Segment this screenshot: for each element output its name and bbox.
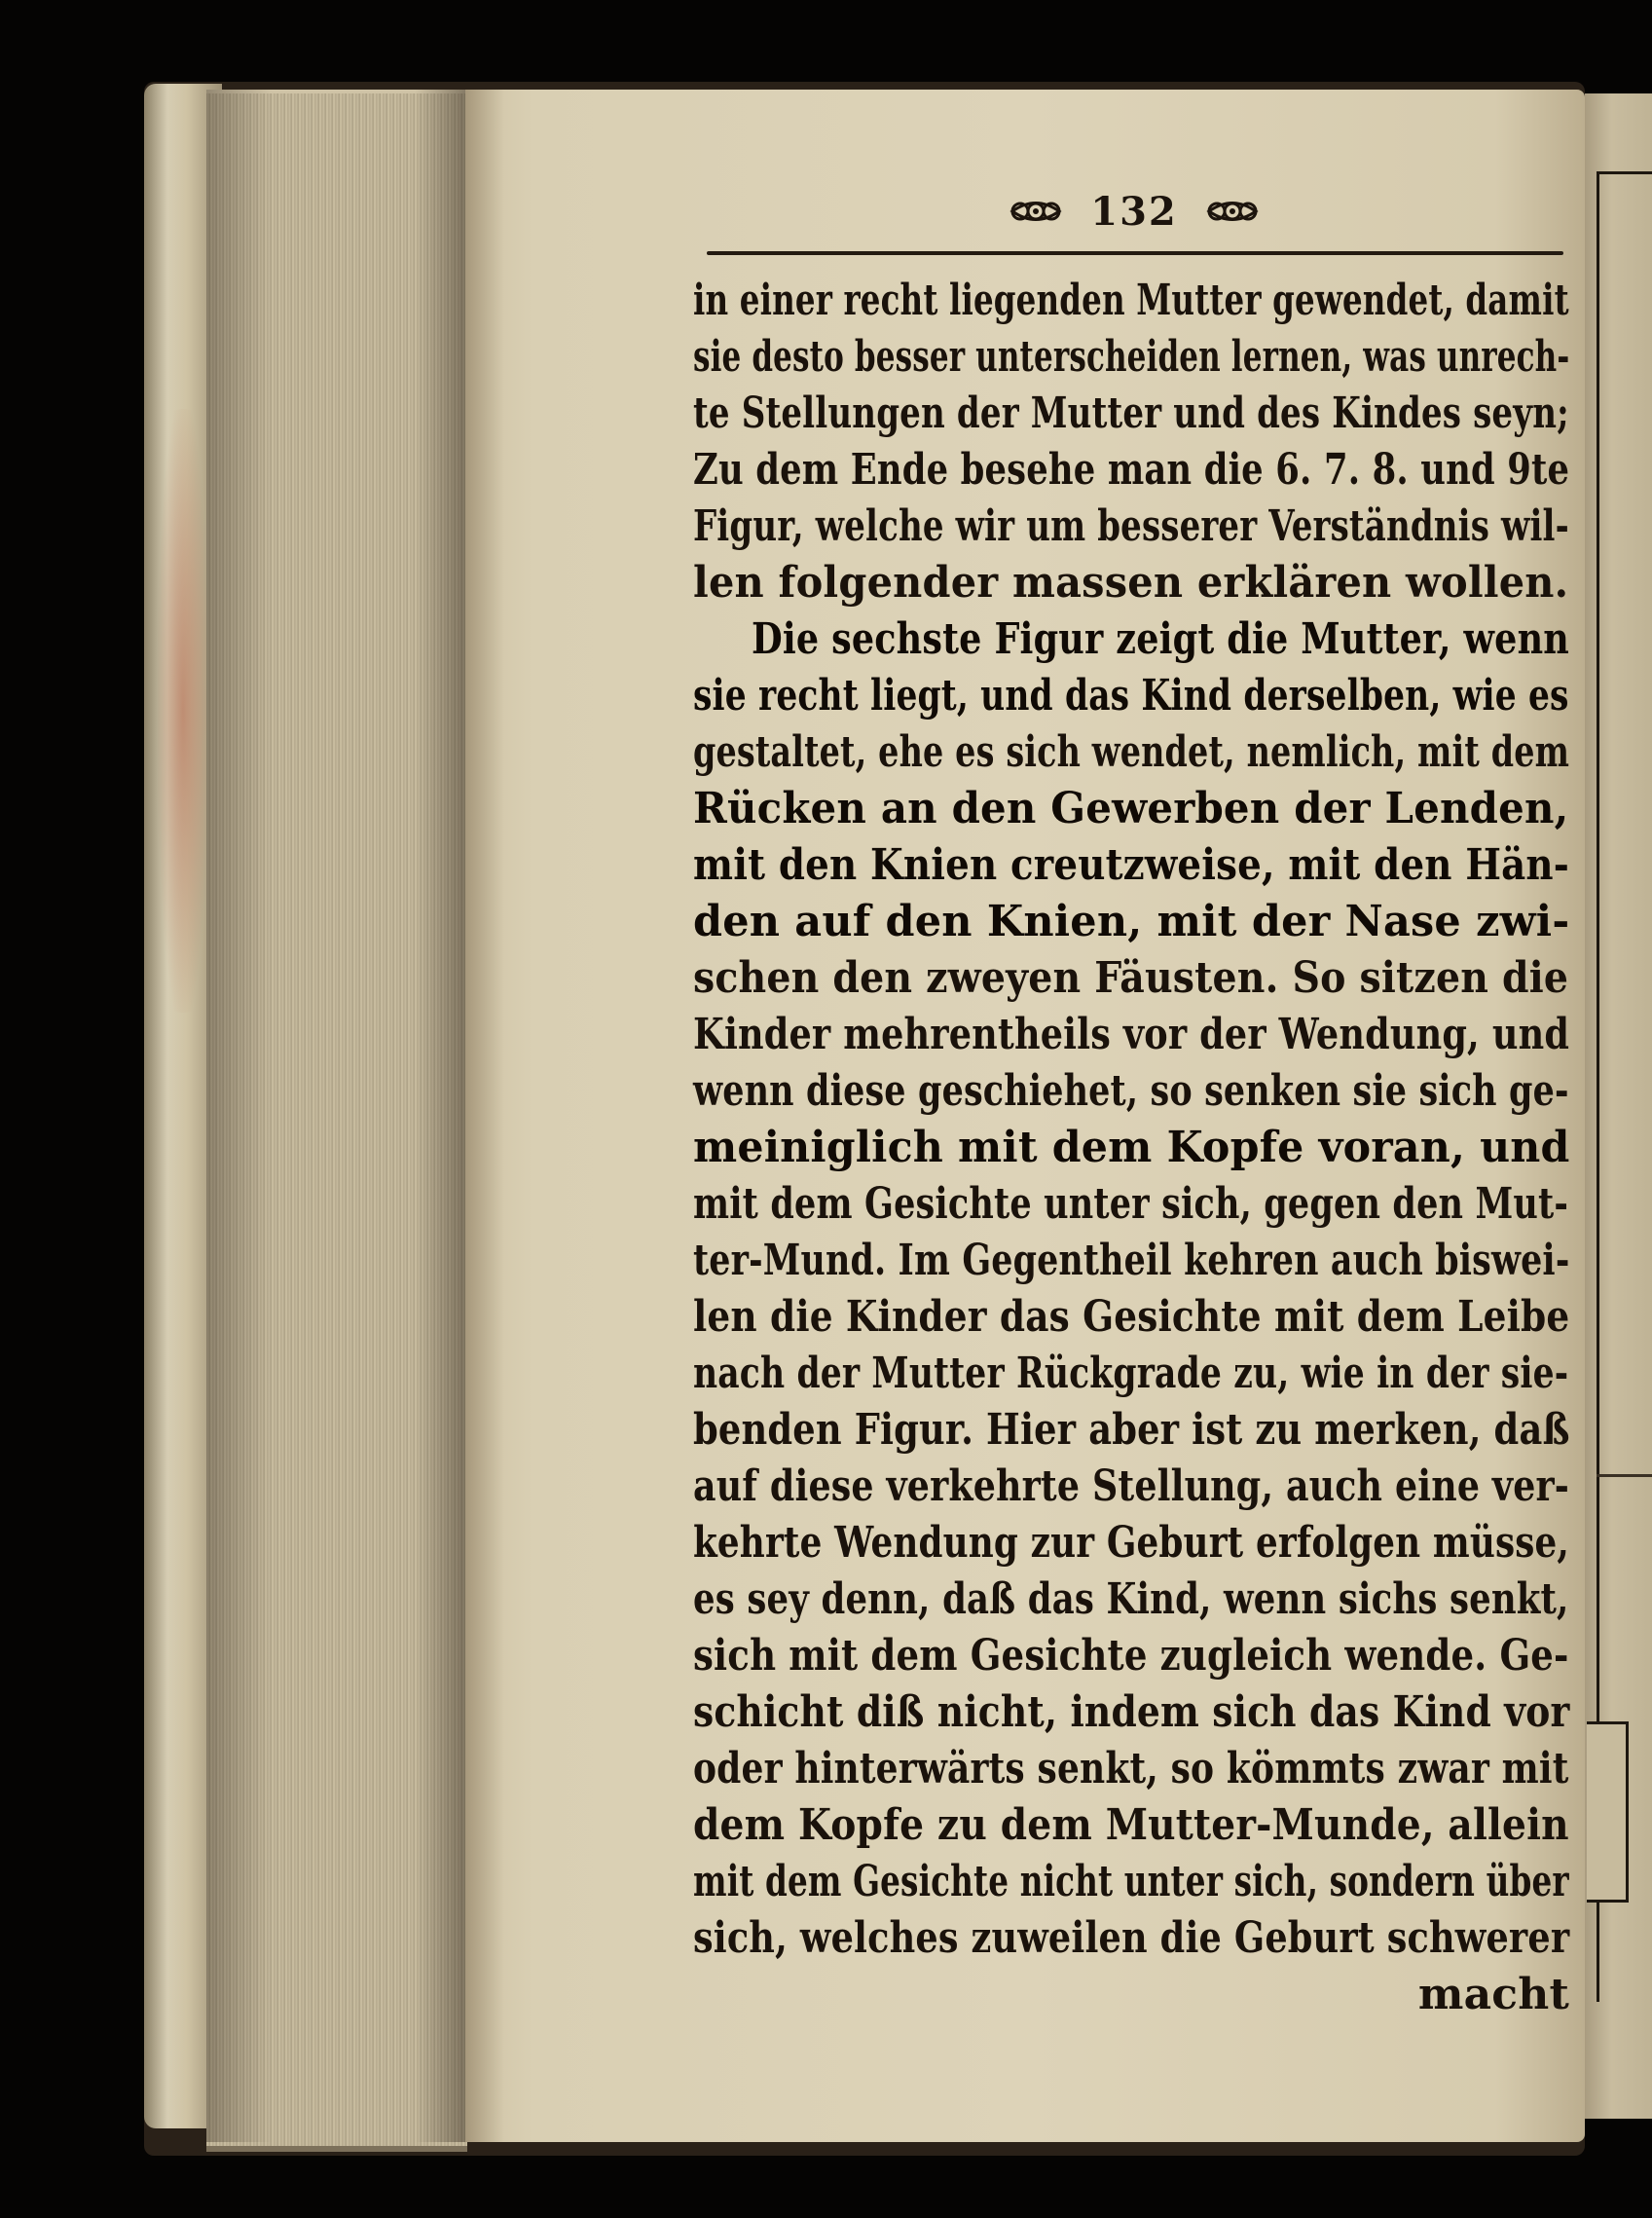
facing-page-rule [1597,171,1652,174]
text-line: Die sechste Figur zeigt die Mutter, wenn [752,614,1570,664]
catchword: macht [1417,1970,1569,2019]
text-line: sie recht liegt, und das Kind derselben, wie es [693,671,1569,721]
page-header [983,185,1285,238]
header-rule [707,251,1563,255]
text-line: kehrte Wendung zur Geburt erfolgen müsse, [693,1518,1570,1568]
text-line: ter-Mund. Im Gegentheil kehren auch biswei- [693,1236,1570,1285]
text-line: schen den zweyen Fäusten. So sitzen die [693,953,1569,1003]
text-line: gestaltet, ehe es sich wendet, nemlich, mit dem [693,727,1570,777]
text-line: len folgender massen erklären wollen. [693,558,1569,608]
text-line: meiniglich mit dem Kopfe voran, und [693,1123,1570,1172]
text-line: benden Figur. Hier aber ist zu merken, daß [693,1405,1570,1455]
text-line: Rücken an den Gewerben der Lenden, [693,784,1569,833]
text-line: dem Kopfe zu dem Mutter-Munde, allein [693,1800,1569,1850]
page-number: 132 [1090,188,1178,235]
text-line: oder hinterwärts senkt, so kömmts zwar mit [693,1744,1569,1793]
text-line: mit den Knien creutzweise, mit den Hän- [693,840,1570,890]
facing-page-box [1587,1721,1629,1903]
text-line: sie desto besser unterscheiden lernen, was unrech- [693,332,1570,382]
cover-stain [158,409,208,1013]
text-line: sich mit dem Gesichte zugleich wende. Ge- [693,1631,1569,1681]
facing-page-rule [1597,1474,1652,1477]
ornament-icon [1205,195,1260,228]
text-line: auf diese verkehrte Stellung, auch eine ver- [693,1461,1570,1511]
page-gutter [465,90,504,2142]
text-line: in einer recht liegenden Mutter gewendet, damit [693,276,1569,325]
text-line: mit dem Gesichte unter sich, gegen den Mut- [693,1179,1569,1229]
text-line: Kinder mehrentheils vor der Wendung, und [693,1010,1570,1059]
body-text [693,273,1569,2035]
page-edges-shadow [206,90,467,2142]
text-line: te Stellungen der Mutter und des Kindes seyn; [693,388,1569,438]
text-line: es sey denn, daß das Kind, wenn sichs senkt, [693,1574,1569,1624]
text-line: wenn diese geschiehet, so senken sie sich ge- [693,1066,1569,1116]
text-line: sich, welches zuweilen die Geburt schwerer [693,1913,1570,1963]
text-line: Zu dem Ende besehe man die 6. 7. 8. und 9te [693,445,1570,495]
ornament-icon [1009,195,1063,228]
text-line: mit dem Gesichte nicht unter sich, sondern über [693,1857,1569,1906]
text-line: len die Kinder das Gesichte mit dem Leibe [693,1292,1570,1342]
text-line: den auf den Knien, mit der Nase zwi- [693,897,1570,946]
text-line: schicht diß nicht, indem sich das Kind vor [693,1687,1570,1737]
text-line: Figur, welche wir um besserer Verständnis wil- [693,501,1569,551]
text-line: nach der Mutter Rückgrade zu, wie in der sie- [693,1349,1569,1398]
